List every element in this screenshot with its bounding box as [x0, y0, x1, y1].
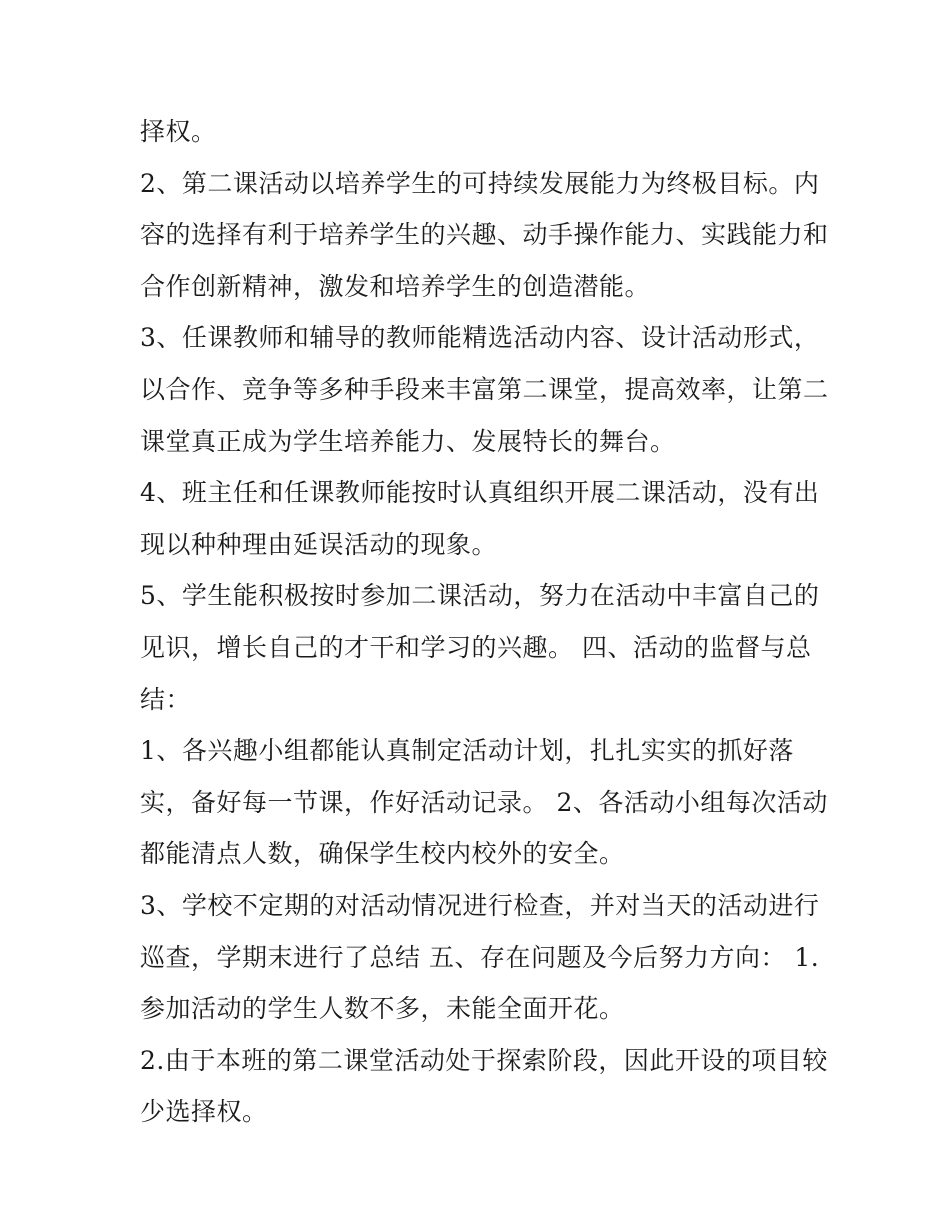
text-line: 少选择权。	[140, 1097, 268, 1127]
text-line: 2.由于本班的第二课堂活动处于探索阶段，因此开设的项目较	[140, 1045, 828, 1075]
text-line: 择权。	[140, 117, 217, 146]
text-line: 参加活动的学生人数不多，未能全面开花。	[140, 994, 625, 1024]
text-line: 4、班主任和任课教师能按时认真组织开展二课活动，没有出	[140, 478, 820, 508]
text-line: 巡查，学期末进行了总结 五、存在问题及今后努力方向： 1.	[140, 942, 820, 972]
text-line: 都能清点人数，确保学生校内校外的安全。	[140, 839, 625, 869]
text-line: 课堂真正成为学生培养能力、发展特长的舞台。	[140, 426, 676, 456]
text-line: 3、学校不定期的对活动情况进行检查，并对当天的活动进行	[140, 890, 820, 920]
text-line: 1、各兴趣小组都能认真制定活动计划，扎扎实实的抓好落	[140, 736, 794, 766]
text-line: 现以种种理由延误活动的现象。	[140, 529, 498, 559]
text-line: 合作创新精神，激发和培养学生的创造潜能。	[140, 271, 651, 301]
text-line: 2、第二课活动以培养学生的可持续发展能力为终极目标。内	[140, 168, 820, 198]
text-line: 结：	[140, 684, 192, 714]
text-line: 3、任课教师和辅导的教师能精选活动内容、设计活动形式，	[140, 323, 820, 353]
text-line: 5、学生能积极按时参加二课活动，努力在活动中丰富自己的	[140, 581, 820, 611]
text-line: 以合作、竞争等多种手段来丰富第二课堂，提高效率，让第二	[140, 374, 829, 404]
text-line: 实，备好每一节课，作好活动记录。 2、各活动小组每次活动	[140, 787, 828, 817]
text-line: 见识，增长自己的才干和学习的兴趣。 四、活动的监督与总	[140, 632, 812, 662]
text-line: 容的选择有利于培养学生的兴趣、动手操作能力、实践能力和	[140, 220, 829, 250]
document-body	[140, 106, 829, 1138]
